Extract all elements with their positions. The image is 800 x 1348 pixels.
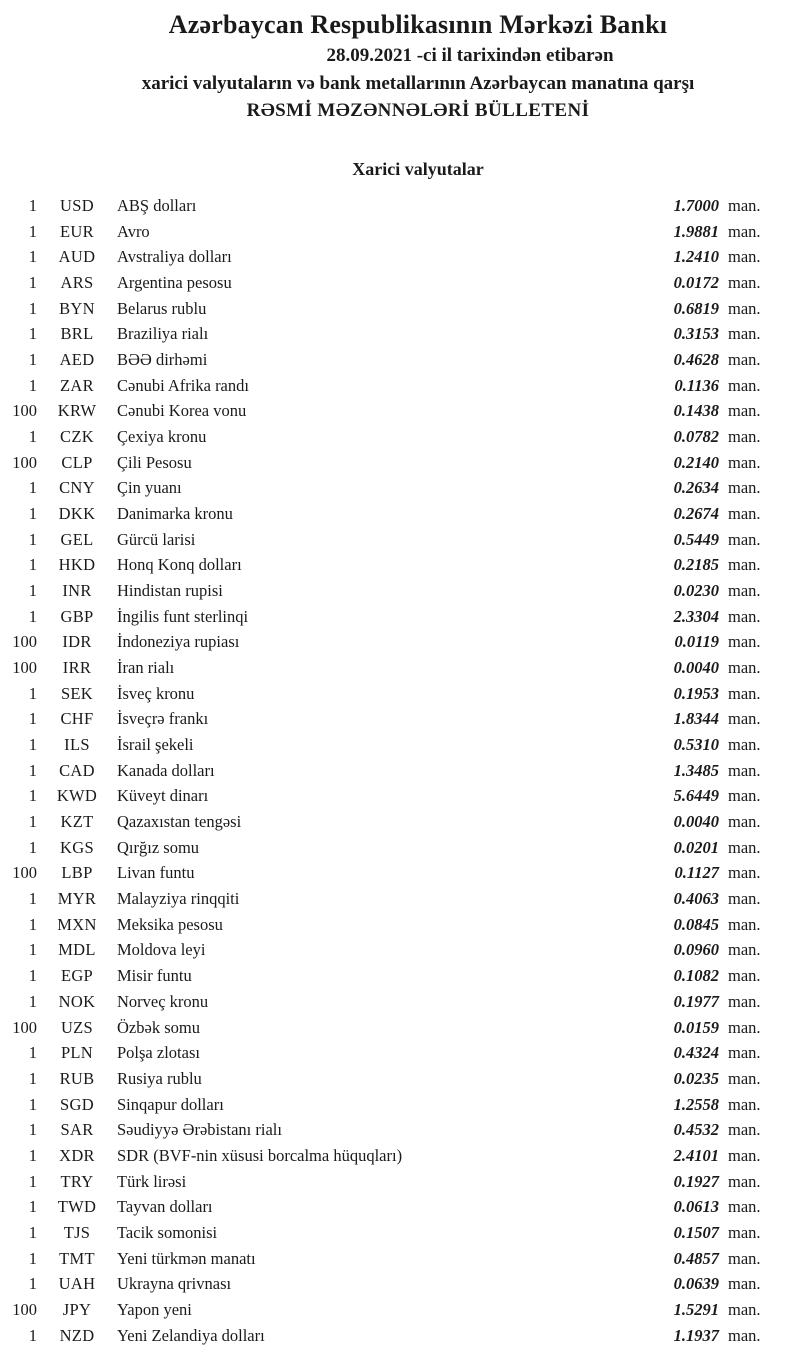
currency-name: Yapon yeni xyxy=(117,1299,192,1319)
currency-code: TJS xyxy=(63,1222,91,1242)
currency-code: UAH xyxy=(58,1274,96,1294)
currency-code: BRL xyxy=(60,324,94,344)
currency-rate: 0.1927 xyxy=(673,1171,719,1191)
currency-name: Avstraliya dolları xyxy=(117,247,232,267)
currency-quantity: 1 xyxy=(28,709,37,729)
currency-code: MYR xyxy=(57,889,97,909)
table-row xyxy=(0,1040,800,1066)
currency-quantity: 1 xyxy=(28,298,37,318)
currency-rate: 0.0172 xyxy=(673,273,719,293)
rate-unit-label: man. xyxy=(728,196,761,215)
currency-quantity: 1 xyxy=(28,914,37,934)
table-row xyxy=(0,1297,800,1323)
currency-quantity: 1 xyxy=(28,427,37,447)
currency-rate: 0.0845 xyxy=(673,914,719,934)
currency-name: Çexiya kronu xyxy=(117,427,207,447)
currency-code: EGP xyxy=(60,966,94,986)
currency-name: Polşa zlotası xyxy=(117,1043,200,1063)
rate-unit-label: man. xyxy=(728,966,761,986)
currency-rate: 0.1438 xyxy=(673,401,719,421)
table-row xyxy=(0,347,800,373)
currency-code: KWD xyxy=(56,786,98,806)
table-row xyxy=(0,1271,800,1297)
table-row xyxy=(0,937,800,963)
currency-rate: 0.4324 xyxy=(673,1043,719,1063)
currency-quantity: 1 xyxy=(28,1274,37,1294)
bulletin-title-line: RƏSMİ MƏZƏNNƏLƏRİ BÜLLETENİ xyxy=(246,100,590,121)
currency-code: CLP xyxy=(61,452,93,472)
currency-name: BƏƏ dirhəmi xyxy=(117,350,208,370)
currency-code: UZS xyxy=(60,1017,94,1037)
currency-name: Kanada dolları xyxy=(117,760,215,780)
table-row xyxy=(0,989,800,1015)
table-row xyxy=(0,783,800,809)
currency-quantity: 1 xyxy=(28,1222,37,1242)
currency-quantity: 1 xyxy=(28,375,37,395)
currency-code: SEK xyxy=(60,683,94,703)
currency-rate: 0.0613 xyxy=(673,1197,719,1217)
rate-unit-label: man. xyxy=(728,1145,761,1165)
currency-name: Küveyt dinarı xyxy=(117,786,209,806)
table-row xyxy=(0,373,800,399)
currency-code: HKD xyxy=(58,555,96,575)
currency-rate: 0.2674 xyxy=(673,504,719,524)
currency-code: PLN xyxy=(60,1043,94,1063)
currency-table xyxy=(0,193,800,1348)
table-row xyxy=(0,552,800,578)
currency-name: Yeni Zelandiya dolları xyxy=(117,1325,265,1345)
currency-rate: 1.3485 xyxy=(673,760,719,780)
currency-name: Avro xyxy=(117,221,150,241)
currency-quantity: 1 xyxy=(28,837,37,857)
currency-quantity: 1 xyxy=(28,606,37,626)
currency-rate: 1.7000 xyxy=(673,196,719,215)
rate-unit-label: man. xyxy=(728,1299,761,1319)
currency-quantity: 1 xyxy=(28,966,37,986)
currency-code: AUD xyxy=(58,247,96,267)
currency-rate: 1.2410 xyxy=(673,247,719,267)
currency-rate: 0.0230 xyxy=(673,581,719,601)
rate-unit-label: man. xyxy=(728,940,761,960)
currency-name: SDR (BVF-nin xüsusi borcalma hüquqları) xyxy=(117,1145,403,1165)
currency-quantity: 100 xyxy=(12,1017,37,1037)
currency-name: Tacik somonisi xyxy=(117,1222,218,1242)
currency-rate: 1.9881 xyxy=(673,221,719,241)
rate-unit-label: man. xyxy=(728,401,761,421)
table-row xyxy=(0,1015,800,1041)
currency-code: MXN xyxy=(57,914,97,934)
currency-quantity: 100 xyxy=(12,658,37,678)
currency-name: Çin yuanı xyxy=(117,478,182,498)
currency-name: Meksika pesosu xyxy=(117,914,223,934)
currency-quantity: 1 xyxy=(28,221,37,241)
table-row xyxy=(0,681,800,707)
rate-unit-label: man. xyxy=(728,221,761,241)
currency-quantity: 1 xyxy=(28,324,37,344)
rate-unit-label: man. xyxy=(728,1248,761,1268)
currency-rate: 1.8344 xyxy=(673,709,719,729)
currency-name: Rusiya rublu xyxy=(117,1068,202,1088)
rate-unit-label: man. xyxy=(728,1017,761,1037)
table-row xyxy=(0,604,800,630)
rate-unit-label: man. xyxy=(728,863,761,883)
currency-rate: 0.0960 xyxy=(673,940,719,960)
rate-unit-label: man. xyxy=(728,606,761,626)
currency-quantity: 1 xyxy=(28,735,37,755)
currency-rate: 0.2185 xyxy=(673,555,719,575)
currency-quantity: 1 xyxy=(28,1248,37,1268)
currency-code: NOK xyxy=(58,991,96,1011)
currency-code: CZK xyxy=(60,427,94,447)
currency-code: INR xyxy=(62,581,92,601)
table-row xyxy=(0,578,800,604)
currency-code: SAR xyxy=(60,1120,94,1140)
currency-rate: 2.4101 xyxy=(673,1145,719,1165)
currency-name: Belarus rublu xyxy=(117,298,207,318)
currency-code: ZAR xyxy=(60,375,94,395)
effective-date-line: 28.09.2021 -ci il tarixindən etibarən xyxy=(326,45,614,66)
currency-name: Qırğız somu xyxy=(117,837,200,857)
rate-unit-label: man. xyxy=(728,504,761,524)
currency-code: KRW xyxy=(57,401,97,421)
currency-name: Yeni türkmən manatı xyxy=(117,1248,256,1268)
currency-code: ARS xyxy=(60,273,94,293)
currency-quantity: 100 xyxy=(12,401,37,421)
currency-name: Qazaxıstan tengəsi xyxy=(117,812,242,832)
rate-unit-label: man. xyxy=(728,273,761,293)
currency-rate: 0.1953 xyxy=(673,683,719,703)
currency-rate: 0.1977 xyxy=(673,991,719,1011)
table-row xyxy=(0,475,800,501)
currency-rate: 0.0201 xyxy=(673,837,719,857)
table-row xyxy=(0,270,800,296)
currency-quantity: 1 xyxy=(28,273,37,293)
table-row xyxy=(0,1143,800,1169)
currency-name: ABŞ dolları xyxy=(117,196,197,215)
currency-code: IDR xyxy=(62,632,92,652)
currency-quantity: 100 xyxy=(12,863,37,883)
document-header xyxy=(0,0,800,124)
currency-quantity: 1 xyxy=(28,812,37,832)
table-row xyxy=(0,1117,800,1143)
currency-name: Misir funtu xyxy=(117,966,192,986)
currency-quantity: 1 xyxy=(28,940,37,960)
rate-unit-label: man. xyxy=(728,1325,761,1345)
currency-quantity: 1 xyxy=(28,555,37,575)
table-row xyxy=(0,835,800,861)
currency-name: Honq Konq dolları xyxy=(117,555,242,575)
table-row xyxy=(0,912,800,938)
currency-rate: 0.1136 xyxy=(674,375,719,395)
currency-rate: 0.0639 xyxy=(673,1274,719,1294)
currency-code: TRY xyxy=(60,1171,94,1191)
table-row xyxy=(0,886,800,912)
currency-code: TMT xyxy=(59,1248,95,1268)
currency-quantity: 1 xyxy=(28,247,37,267)
rate-unit-label: man. xyxy=(728,812,761,832)
currency-rate: 0.3153 xyxy=(673,324,719,344)
currency-quantity: 1 xyxy=(28,1043,37,1063)
rate-unit-label: man. xyxy=(728,478,761,498)
currency-quantity: 100 xyxy=(12,452,37,472)
bank-title: Azərbaycan Respublikasının Mərkəzi Bankı xyxy=(168,10,668,39)
currency-code: NZD xyxy=(59,1325,95,1345)
currency-code: DKK xyxy=(58,504,96,524)
currency-rate: 0.1127 xyxy=(674,863,719,883)
currency-name: Türk lirəsi xyxy=(117,1171,187,1191)
rate-unit-label: man. xyxy=(728,555,761,575)
currency-rate: 0.0040 xyxy=(673,812,719,832)
currency-quantity: 1 xyxy=(28,1120,37,1140)
currency-quantity: 1 xyxy=(28,1197,37,1217)
currency-code: SGD xyxy=(60,1094,94,1114)
currency-rate: 0.0040 xyxy=(673,658,719,678)
currency-quantity: 1 xyxy=(28,1068,37,1088)
currency-rate: 1.1937 xyxy=(673,1325,719,1345)
currency-name: İndoneziya rupiası xyxy=(117,632,240,652)
currency-quantity: 1 xyxy=(28,350,37,370)
rate-unit-label: man. xyxy=(728,1171,761,1191)
currency-quantity: 1 xyxy=(28,504,37,524)
rate-unit-label: man. xyxy=(728,350,761,370)
currency-code: GEL xyxy=(60,529,94,549)
currency-name: Çili Pesosu xyxy=(117,452,192,472)
currency-code: CHF xyxy=(60,709,94,729)
table-row xyxy=(0,193,800,219)
currency-name: İsveçrə frankı xyxy=(117,709,209,729)
currency-rate: 0.0159 xyxy=(673,1017,719,1037)
table-row xyxy=(0,424,800,450)
rate-unit-label: man. xyxy=(728,683,761,703)
currency-name: İsrail şekeli xyxy=(117,735,194,755)
table-row xyxy=(0,1194,800,1220)
table-row xyxy=(0,706,800,732)
table-row xyxy=(0,758,800,784)
table-row xyxy=(0,732,800,758)
currency-name: Ukrayna qrivnası xyxy=(117,1274,232,1294)
currency-rate: 0.0235 xyxy=(673,1068,719,1088)
rate-unit-label: man. xyxy=(728,709,761,729)
currency-rate: 0.4628 xyxy=(673,350,719,370)
table-row xyxy=(0,244,800,270)
currency-quantity: 1 xyxy=(28,1325,37,1345)
table-row xyxy=(0,1220,800,1246)
table-row xyxy=(0,655,800,681)
currency-rate: 5.6449 xyxy=(673,786,719,806)
currency-name: Cənubi Korea vonu xyxy=(117,401,247,421)
rate-unit-label: man. xyxy=(728,375,761,395)
currency-rate: 0.1082 xyxy=(673,966,719,986)
table-row xyxy=(0,450,800,476)
currency-rate: 0.1507 xyxy=(673,1222,719,1242)
currency-name: Danimarka kronu xyxy=(117,504,233,524)
rate-unit-label: man. xyxy=(728,760,761,780)
currency-code: JPY xyxy=(62,1299,92,1319)
table-row xyxy=(0,219,800,245)
currency-rate: 0.4532 xyxy=(673,1120,719,1140)
rate-unit-label: man. xyxy=(728,1120,761,1140)
currency-name: Gürcü larisi xyxy=(117,529,196,549)
rate-unit-label: man. xyxy=(728,889,761,909)
table-row xyxy=(0,1323,800,1348)
rate-unit-label: man. xyxy=(728,1068,761,1088)
currency-quantity: 1 xyxy=(28,1145,37,1165)
currency-rate: 0.4857 xyxy=(673,1248,719,1268)
rate-unit-label: man. xyxy=(728,991,761,1011)
currency-name: Braziliya rialı xyxy=(117,324,209,344)
currency-name: Hindistan rupisi xyxy=(117,581,223,601)
currency-name: Tayvan dolları xyxy=(117,1197,213,1217)
currency-quantity: 1 xyxy=(28,889,37,909)
currency-rate: 1.2558 xyxy=(673,1094,719,1114)
currency-quantity: 100 xyxy=(12,1299,37,1319)
table-row xyxy=(0,809,800,835)
rate-unit-label: man. xyxy=(728,1094,761,1114)
section-title-foreign-currencies: Xarici valyutalar xyxy=(352,159,484,179)
currency-name: Cənubi Afrika randı xyxy=(117,375,249,395)
table-row xyxy=(0,398,800,424)
table-row xyxy=(0,1066,800,1092)
table-row xyxy=(0,501,800,527)
currency-rate: 0.0119 xyxy=(674,632,719,652)
currency-name: İran rialı xyxy=(117,658,175,678)
rate-unit-label: man. xyxy=(728,632,761,652)
currency-quantity: 1 xyxy=(28,1171,37,1191)
subject-line: xarici valyutaların və bank metallarının Azərbaycan manatına qarşı xyxy=(141,73,695,94)
currency-name: İngilis funt sterlinqi xyxy=(117,606,249,626)
currency-quantity: 1 xyxy=(28,991,37,1011)
rate-unit-label: man. xyxy=(728,735,761,755)
rate-unit-label: man. xyxy=(728,324,761,344)
table-row xyxy=(0,963,800,989)
rate-unit-label: man. xyxy=(728,427,761,447)
currency-rate: 0.2634 xyxy=(673,478,719,498)
rate-unit-label: man. xyxy=(728,658,761,678)
currency-code: KZT xyxy=(60,812,94,832)
table-row xyxy=(0,1246,800,1272)
currency-code: CAD xyxy=(59,760,95,780)
currency-quantity: 1 xyxy=(28,760,37,780)
currency-rate: 1.5291 xyxy=(673,1299,719,1319)
currency-rate: 0.6819 xyxy=(673,298,719,318)
rate-unit-label: man. xyxy=(728,1043,761,1063)
rate-unit-label: man. xyxy=(728,914,761,934)
currency-rate: 2.3304 xyxy=(673,606,719,626)
currency-quantity: 1 xyxy=(28,1094,37,1114)
currency-quantity: 1 xyxy=(28,786,37,806)
currency-code: CNY xyxy=(59,478,95,498)
currency-quantity: 1 xyxy=(28,196,37,215)
currency-name: Moldova leyi xyxy=(117,940,206,960)
rate-unit-label: man. xyxy=(728,529,761,549)
currency-code: KGS xyxy=(60,837,94,857)
currency-name: Özbək somu xyxy=(117,1017,200,1037)
currency-quantity: 1 xyxy=(28,478,37,498)
rate-unit-label: man. xyxy=(728,837,761,857)
table-row xyxy=(0,527,800,553)
currency-name: Sinqapur dolları xyxy=(117,1094,224,1114)
table-row xyxy=(0,860,800,886)
rate-unit-label: man. xyxy=(728,581,761,601)
currency-quantity: 100 xyxy=(12,632,37,652)
currency-quantity: 1 xyxy=(28,683,37,703)
rate-unit-label: man. xyxy=(728,452,761,472)
table-row xyxy=(0,1092,800,1118)
currency-code: AED xyxy=(59,350,95,370)
currency-name: Norveç kronu xyxy=(117,991,209,1011)
currency-code: RUB xyxy=(59,1068,95,1088)
currency-code: TWD xyxy=(57,1197,97,1217)
currency-code: GBP xyxy=(60,606,94,626)
table-row xyxy=(0,321,800,347)
currency-code: ILS xyxy=(64,735,90,755)
currency-code: IRR xyxy=(62,658,92,678)
currency-code: XDR xyxy=(59,1145,95,1165)
table-row xyxy=(0,629,800,655)
currency-name: İsveç kronu xyxy=(117,683,195,703)
currency-name: Səudiyyə Ərəbistanı rialı xyxy=(117,1120,282,1140)
currency-name: Malayziya rinqqiti xyxy=(117,889,240,909)
currency-quantity: 1 xyxy=(28,529,37,549)
currency-name: Argentina pesosu xyxy=(117,273,232,293)
currency-rate: 0.0782 xyxy=(673,427,719,447)
rate-unit-label: man. xyxy=(728,1274,761,1294)
currency-code: BYN xyxy=(59,298,95,318)
currency-name: Livan funtu xyxy=(117,863,195,883)
rate-unit-label: man. xyxy=(728,1222,761,1242)
currency-code: USD xyxy=(60,196,94,215)
rate-unit-label: man. xyxy=(728,1197,761,1217)
currency-rate: 0.5449 xyxy=(673,529,719,549)
table-row xyxy=(0,1169,800,1195)
rate-unit-label: man. xyxy=(728,298,761,318)
currency-rate: 0.2140 xyxy=(673,452,719,472)
currency-code: LBP xyxy=(61,863,93,883)
rate-unit-label: man. xyxy=(728,786,761,806)
table-row xyxy=(0,296,800,322)
rate-unit-label: man. xyxy=(728,247,761,267)
currency-quantity: 1 xyxy=(28,581,37,601)
currency-rate: 0.5310 xyxy=(673,735,719,755)
currency-code: EUR xyxy=(60,221,94,241)
currency-rate: 0.4063 xyxy=(673,889,719,909)
currency-code: MDL xyxy=(58,940,96,960)
